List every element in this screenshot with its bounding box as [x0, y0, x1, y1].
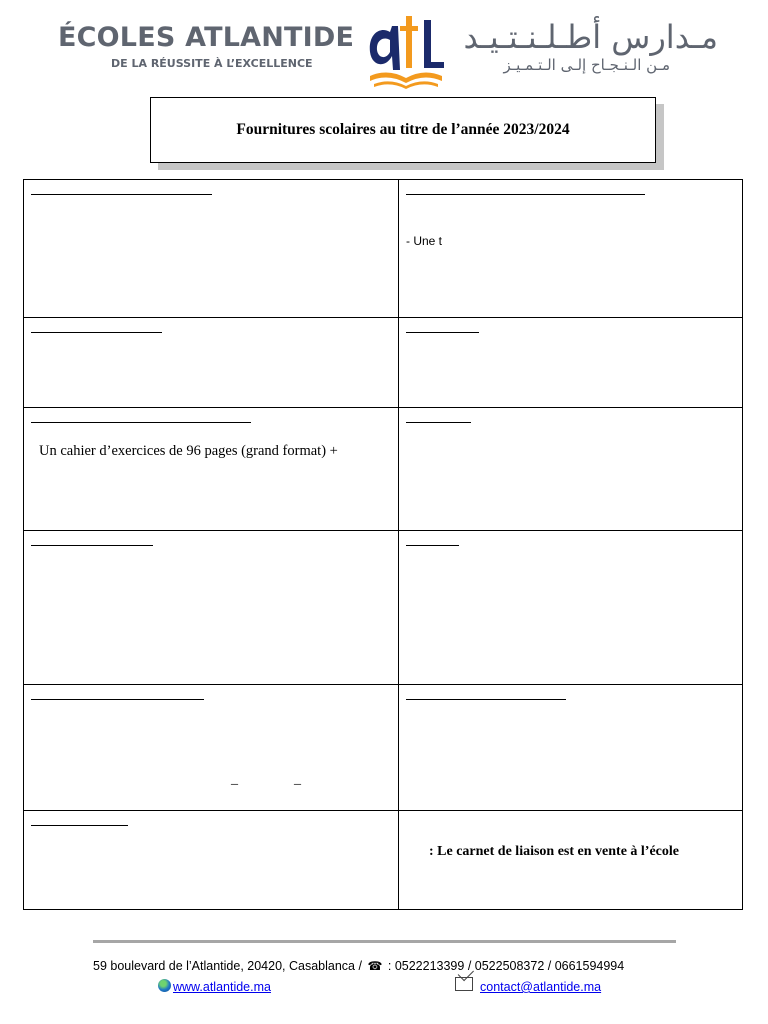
- table-cell: [24, 180, 399, 318]
- table-cell: [399, 531, 743, 685]
- website-text[interactable]: www.atlantide.ma: [173, 980, 271, 994]
- table-cell: [24, 531, 399, 685]
- atl-logo-icon: [362, 12, 450, 92]
- blank-mark: _: [294, 772, 301, 787]
- brand-latin: [58, 22, 358, 70]
- address-text: 59 boulevard de l’Atlantide, 20420, Casablanca /: [93, 959, 362, 973]
- subject-heading-line: [406, 699, 566, 700]
- globe-icon: [158, 979, 171, 992]
- table-cell: [24, 685, 399, 811]
- subject-heading-line: [31, 194, 212, 195]
- brand-tagline: DE LA RÉUSSITE À L’EXCELLENCE: [111, 57, 313, 70]
- subject-heading-line: [406, 545, 459, 546]
- supplies-table: [23, 179, 743, 910]
- subject-heading-line: [31, 825, 128, 826]
- footer-divider: [93, 940, 676, 943]
- page-title: Fournitures scolaires au titre de l’année 2023/2024: [236, 121, 570, 138]
- footer-address: [93, 959, 624, 973]
- brand-tagline-arabic: مـن الـنـجـاح إلـى الـتـمـيـز: [503, 56, 670, 74]
- phone-icon: ☎: [367, 959, 383, 973]
- brand-name: ÉCOLES ATLANTIDE: [58, 22, 355, 53]
- table-cell: [399, 408, 743, 531]
- subject-heading-line: [31, 422, 251, 423]
- subject-heading-line: [406, 194, 645, 195]
- table-cell: [399, 811, 743, 910]
- letterhead: [0, 0, 768, 96]
- table-cell: [399, 318, 743, 408]
- supply-item: Un cahier d’exercices de 96 pages (grand format) +: [39, 443, 338, 459]
- mail-icon: [455, 977, 473, 991]
- title-box: [150, 97, 656, 163]
- email-text[interactable]: contact@atlantide.ma: [480, 980, 602, 994]
- liaison-note: : Le carnet de liaison est en vente à l’école: [429, 844, 679, 859]
- subject-heading-line: [31, 545, 153, 546]
- table-cell: [24, 811, 399, 910]
- blank-mark: _: [231, 772, 238, 787]
- table-cell: [24, 318, 399, 408]
- website-link[interactable]: [158, 980, 271, 994]
- brand-arabic: [456, 18, 718, 74]
- subject-heading-line: [406, 332, 479, 333]
- table-cell: [399, 180, 743, 318]
- table-cell: [399, 685, 743, 811]
- brand-name-arabic: مـدارس أطـلـنـتـيـد: [463, 18, 718, 56]
- supply-item: - Une t: [406, 234, 443, 248]
- phone-numbers: : 0522213399 / 0522508372 / 0661594994: [387, 959, 625, 973]
- subject-heading-line: [406, 422, 471, 423]
- email-link[interactable]: [455, 980, 601, 994]
- table-cell: [24, 408, 399, 531]
- subject-heading-line: [31, 699, 204, 700]
- subject-heading-line: [31, 332, 162, 333]
